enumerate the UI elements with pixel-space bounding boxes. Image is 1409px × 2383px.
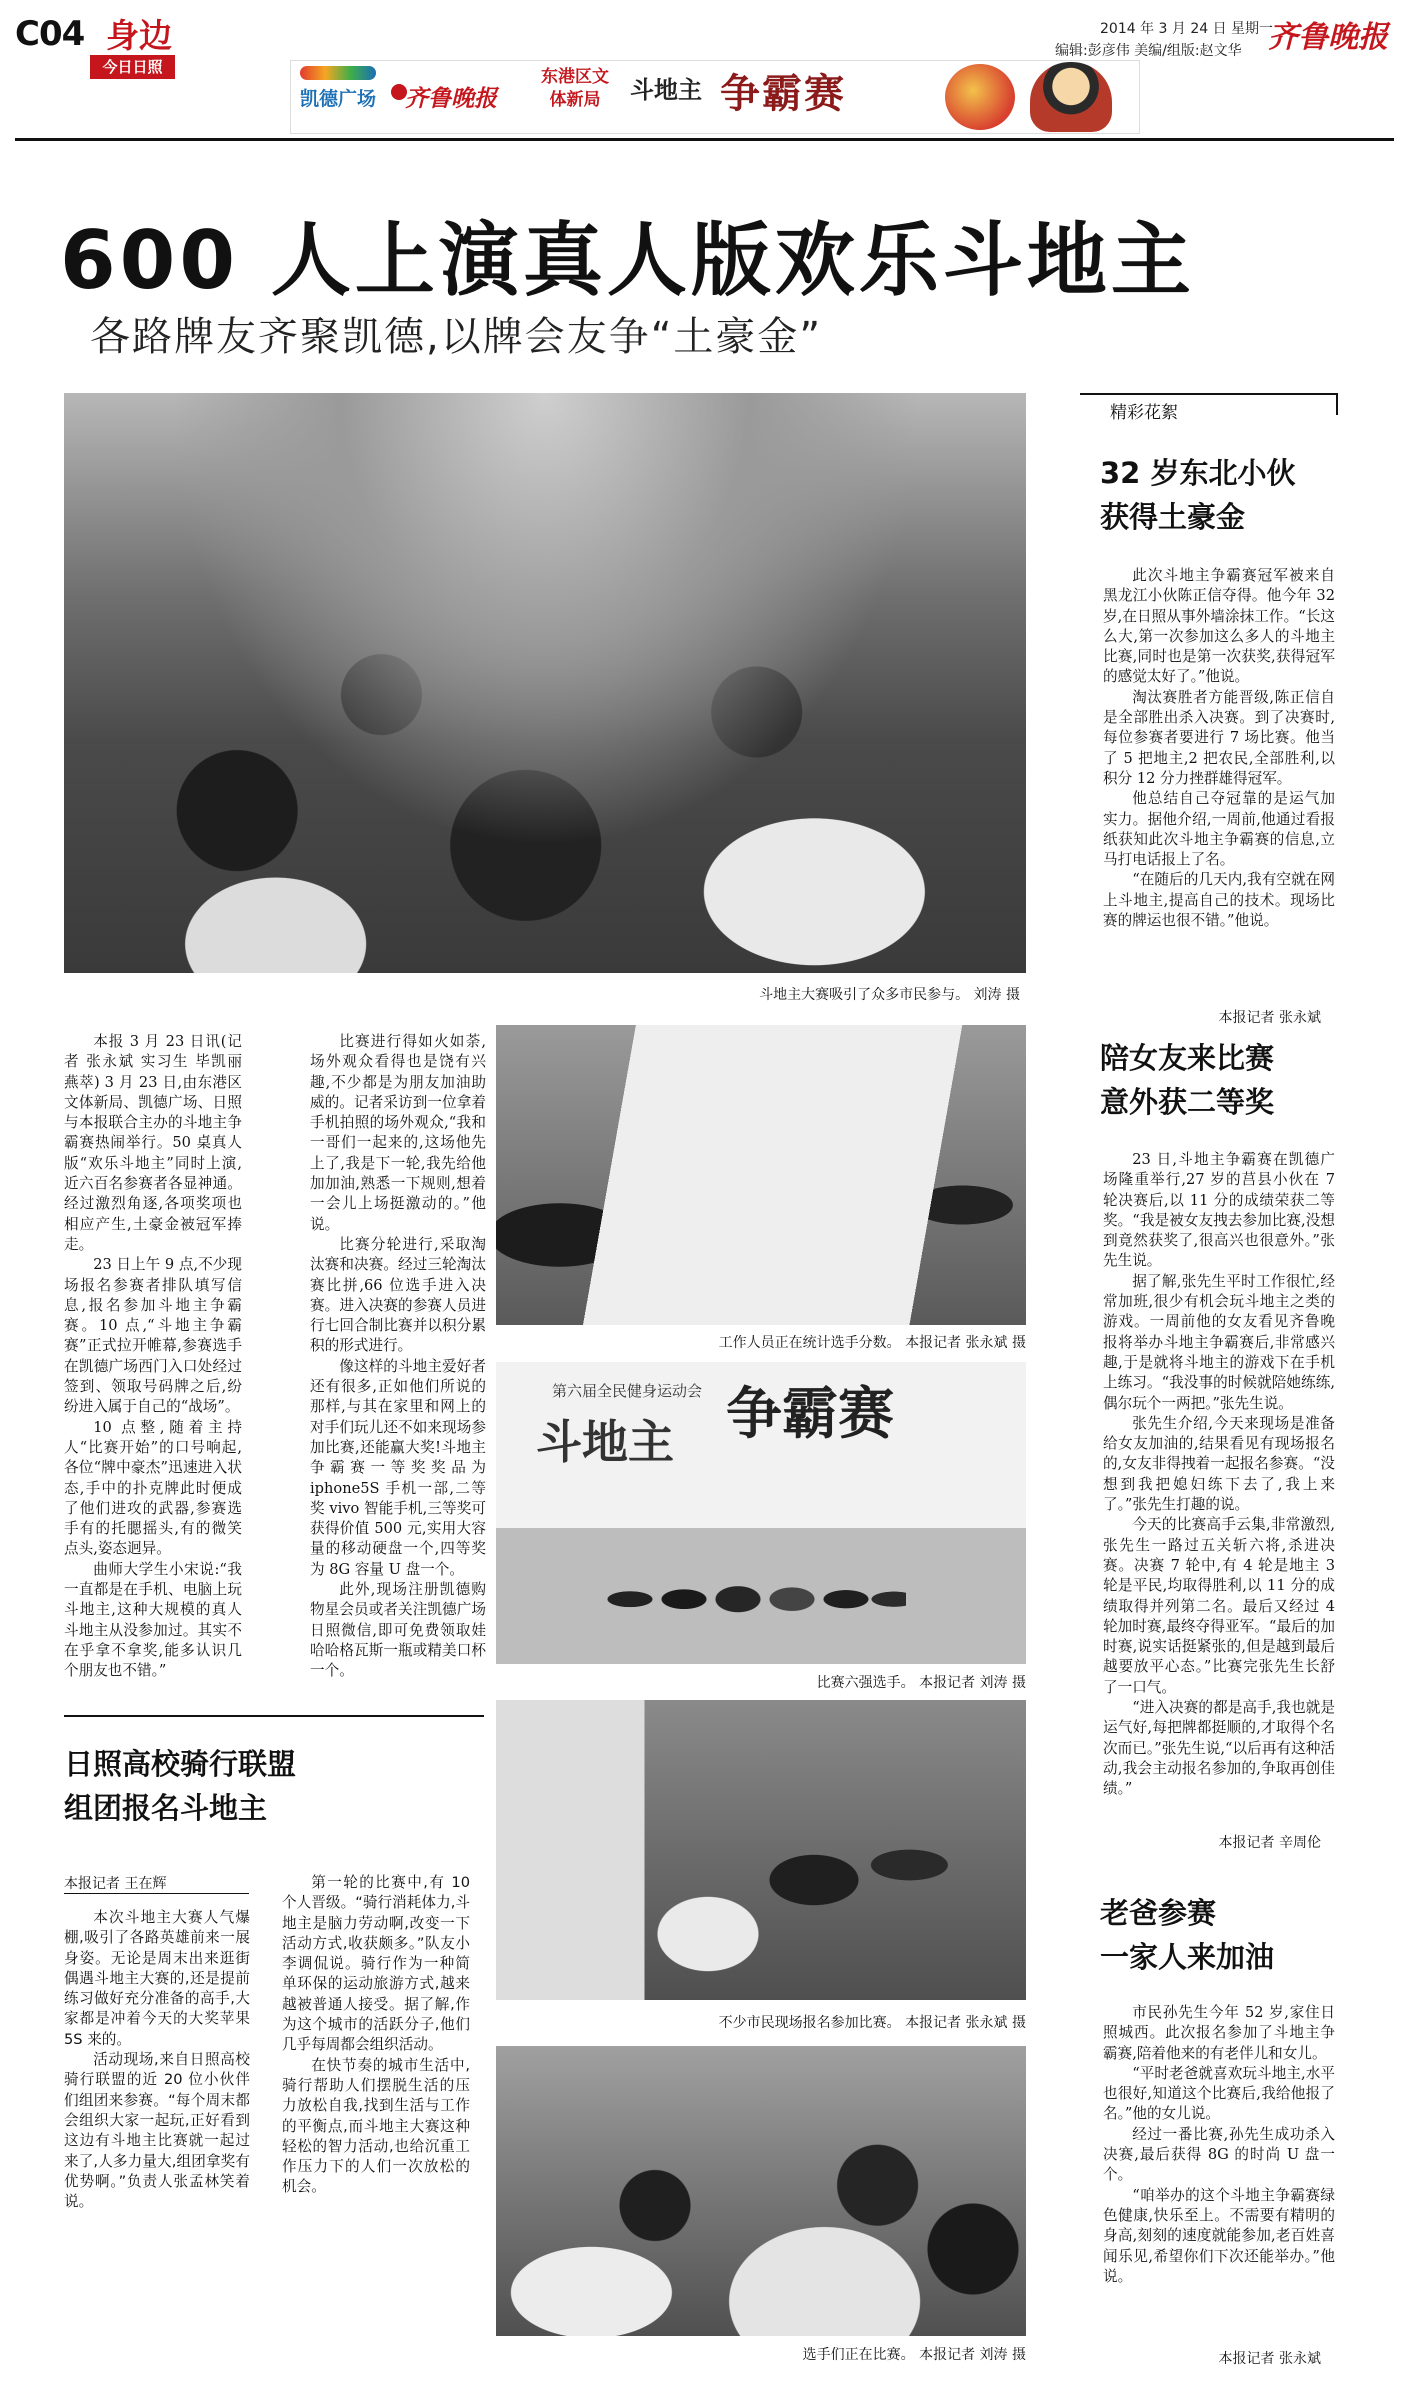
page-number: C04 [15,14,85,54]
article-paragraph: 此外,现场注册凯德购物星会员或者关注凯德广场日照微信,即可免费领取娃哈哈格瓦斯一瓶或精美口杯一个。 [310,1581,486,1680]
banner-game-name: 斗地主 [630,75,702,104]
section-subtitle: 今日日照 [90,55,175,79]
story2-body [1103,1150,1335,1800]
article-paragraph: 经过一番比赛,孙先生成功杀入决赛,最后获得 8G 的时尚 U 盘一个。 [1103,2125,1335,2184]
headline: 600 人上演真人版欢乐斗地主 [60,214,1195,307]
issue-date: 2014 年 3 月 24 日 星期一 [1100,21,1274,37]
subheadline: 各路牌友齐聚凯德,以牌会友争“土豪金” [90,314,823,360]
sponsor-paper: 齐鲁晚报 [405,85,497,112]
photo-registration-caption: 不少市民现场报名参加比赛。 本报记者 张永斌 摄 [718,2015,1026,2031]
kaide-logo-icon [300,66,376,80]
photo-top-six [496,1362,1026,1664]
cartoon-mascot-icon [1030,62,1112,132]
article-paragraph: 市民孙先生今年 52 岁,家住日照城西。此次报名参加了斗地主争霸赛,陪着他来的有老伴儿和女儿。 [1103,2004,1335,2062]
story3-title-1: 老爸参赛 [1100,1896,1217,1930]
article-column-1 [64,1032,242,1682]
article-paragraph: 活动现场,来自日照高校骑行联盟的近 20 位小伙伴们组团来参赛。“每个周末都会组织大家一起玩,正好看到这边有斗地主比赛就一起过来了,人多力量大,组团拿奖有优势啊。”负责人张孟林笑着说。 [64,2051,250,2211]
article-paragraph: 比赛分轮进行,采取淘汰赛和决赛。经过三轮淘汰赛比拼,66 位选手进入决赛。进入决赛的参赛人员进行七回合制比赛并以积分累积的形式进行。 [310,1235,486,1355]
story2-title-1: 陪女友来比赛 [1100,1041,1275,1075]
main-photo [64,393,1026,973]
banner-contest-title: 争霸赛 [720,70,846,117]
article-paragraph: 淘汰赛胜者方能晋级,陈正信自是全部胜出杀入决赛。到了决赛时,每位参赛者要进行 7 场比赛。他当了 5 把地主,2 把农民,全部胜利,以积分 12 分力挫群雄得冠军。 [1103,688,1335,787]
photo-staff-scoring [496,1025,1026,1325]
article-column-2 [310,1032,486,1682]
sponsor-mall: 凯德广场 [300,88,377,110]
article-paragraph: 本次斗地主大赛人气爆棚,吸引了各路英雄前来一展身姿。无论是周末出来逛街偶遇斗地主大赛的,还是提前练习做好充分准备的高手,大家都是冲着今天的大奖苹果 5S 来的。 [64,1909,250,2048]
newspaper-logo: 齐鲁晚报 [1268,20,1388,55]
main-photo-caption: 斗地主大赛吸引了众多市民参与。 刘涛 摄 [759,987,1020,1003]
sidebar-label: 精彩花絮 [1110,403,1178,423]
article-paragraph: 23 日,斗地主争霸赛在凯德广场隆重举行,27 岁的莒县小伙在 7 轮决赛后,以 11 分的成绩荣获二等奖。“我是被女友拽去参加比赛,没想到竟然获奖了,很高兴也很意外。”张先生说。 [1103,1151,1335,1270]
article-paragraph: 10 点整,随着主持人“比赛开始”的口号响起,各位“牌中豪杰”迅速进入状态,手中的扑克牌此时便成了他们进攻的武器,参赛选手有的托腮摇头,有的微笑点头,姿态迥异。 [64,1418,242,1558]
article-paragraph: “咱举办的这个斗地主争霸赛绿色健康,快乐至上。不需要有精明的身高,刻刻的速度就能参加,老百姓喜闻乐见,希望你们下次还能举办。”他说。 [1103,2186,1335,2285]
article-paragraph: 曲师大学生小宋说:“我一直都是在手机、电脑上玩斗地主,这种大规模的真人斗地主从没参加过。其实不在乎拿不拿奖,能多认识几个朋友也不错。” [64,1560,242,1680]
article-paragraph: 本报 3 月 23 日讯(记者 张永斌 实习生 毕凯丽 燕萃) 3 月 23 日,由东港区文体新局、凯德广场、日照与本报联合主办的斗地主争霸赛热闹举行。50 桌真人版“欢乐斗地主”同时上演,近六百名参赛者各显神通。经过激烈角逐,各项奖项也相应产生,土豪金被冠军捧走。 [64,1033,242,1253]
board-title: 第六届全民健身运动会 [552,1382,703,1400]
story3-body [1103,2003,1335,2287]
editors-credit: 编辑:彭彦伟 美编/组版:赵文华 [1055,43,1242,59]
story1-title-2: 获得土豪金 [1100,500,1246,534]
story2-title-2: 意外获二等奖 [1100,1085,1275,1119]
bike-byline: 本报记者 王在辉 [64,1873,249,1894]
photo-players-caption: 选手们正在比赛。 本报记者 刘涛 摄 [802,2347,1026,2363]
lantern-decoration-icon [945,64,1015,130]
article-paragraph: “进入决赛的都是高手,我也就是运气好,每把牌都挺顺的,才取得个名次而已。”张先生说,“以后再有这种活动,我会主动报名参加的,争取再创佳绩。” [1103,1699,1335,1798]
article-paragraph: 张先生介绍,今天来现场是准备给女友加油的,结果看见有现场报名的,女友非得拽着一起报名参赛。“没想到我把媳妇练下去了,我上来了。”张先生打趣的说。 [1103,1414,1335,1514]
story1-body [1103,566,1335,931]
header-rule [15,138,1394,141]
article-paragraph: 他总结自己夺冠靠的是运气加实力。据他介绍,一周前,他通过看报纸获知此次斗地主争霸赛的信息,立马打电话报上了名。 [1103,790,1335,869]
article-paragraph: “平时老爸就喜欢玩斗地主,水平也很好,知道这个比赛后,我给他报了名。”他的女儿说。 [1103,2064,1335,2123]
bike-column-2 [282,1873,470,2198]
article-paragraph: 第一轮的比赛中,有 10 个人晋级。“骑行消耗体力,斗地主是脑力劳动啊,改变一下活动方式,收获颇多。”队友小李调侃说。骑行作为一种简单环保的运动旅游方式,越来越被普通人接受。据了解,作为这个城市的活跃分子,他们几乎每周都会组织活动。 [282,1874,470,2054]
story3-title-2: 一家人来加油 [1100,1940,1275,1974]
photo-registration [496,1700,1026,2000]
bike-section-title-1: 日照高校骑行联盟 [64,1747,297,1781]
article-paragraph: 在快节奏的城市生活中,骑行帮助人们摆脱生活的压力放松自我,找到生活与工作的平衡点,而斗地主大赛这种轻松的智力活动,也给沉重工作压力下的人们一次放松的机会。 [282,2056,470,2196]
photo-top-six-caption: 比赛六强选手。 本报记者 刘涛 摄 [816,1675,1026,1691]
story1-title-1: 32 岁东北小伙 [1100,456,1296,490]
section-rule [64,1715,484,1717]
article-paragraph: 此次斗地主争霸赛冠军被来自黑龙江小伙陈正信夺得。他今年 32 岁,在日照从事外墙涂抹工作。“长这么大,第一次参加这么多人的斗地主比赛,同时也是第一次获奖,获得冠军的感觉太好了。”他说。 [1103,567,1335,686]
story1-signature: 本报记者 张永斌 [1218,1010,1321,1026]
article-paragraph: 像这样的斗地主爱好者还有很多,正如他们所说的那样,与其在家里和网上的对手们玩儿还不如来现场参加比赛,还能赢大奖!斗地主争霸赛一等奖奖品为 iphone5S 手机一部,二等奖 vivo 智能手机,三等奖可获得价值 500 元,实用大容量的移动硬盘一个,四等奖为 8G 容量 U 盘一个。 [310,1357,486,1578]
article-paragraph: 据了解,张先生平时工作很忙,经常加班,很少有机会玩斗地主之类的游戏。一周前他的女友看见齐鲁晚报将举办斗地主争霸赛后,非常感兴趣,于是就将斗地主的游戏下在手机上练习。“我没事的时候就陪她练练,偶尔玩个一两把。”张先生说。 [1103,1272,1335,1412]
story3-signature: 本报记者 张永斌 [1218,2351,1321,2367]
article-paragraph: “在随后的几天内,我有空就在网上斗地主,提高自己的技术。现场比赛的牌运也很不错。”他说。 [1103,871,1335,930]
bike-column-1 [64,1908,250,2212]
sponsor-bureau: 东港区文体新局 [541,67,609,110]
article-paragraph: 比赛进行得如火如荼,场外观众看得也是饶有兴趣,不少都是为朋友加油助威的。记者采访到一位拿着手机拍照的场外观众,“我和一哥们一起来的,这场他先上了,我是下一轮,我先给他加加油,熟悉一下规则,想着一会儿上场挺激动的。”他说。 [310,1033,486,1233]
article-paragraph: 今天的比赛高手云集,非常激烈,张先生一路过五关斩六将,杀进决赛。决赛 7 轮中,有 4 轮是地主 3 轮是平民,均取得胜利,以 11 分的成绩取得并列第二名。最后又经过 4 轮加时赛,最终夺得亚军。“最后的加时赛,说实话挺紧张的,但是越到最后越要放平心态。”比赛完张先生长舒了一口气。 [1103,1516,1335,1696]
article-paragraph: 23 日上午 9 点,不少现场报名参赛者排队填写信息,报名参加斗地主争霸赛。10 点,“斗地主争霸赛”正式拉开帷幕,参赛选手在凯德广场西门入口处经过签到、领取号码牌之后,纷纷进入属于自己的“战场”。 [64,1256,242,1416]
photo-players [496,2046,1026,2336]
section-name: 身边 [106,16,172,55]
board-game-name: 斗地主 [536,1415,674,1469]
board-big-title: 争霸赛 [726,1381,894,1447]
story2-signature: 本报记者 辛周伦 [1218,1835,1321,1851]
winners-group [606,1502,906,1664]
bike-section-title-2: 组团报名斗地主 [64,1791,268,1825]
photo-staff-scoring-caption: 工作人员正在统计选手分数。 本报记者 张永斌 摄 [718,1335,1026,1351]
